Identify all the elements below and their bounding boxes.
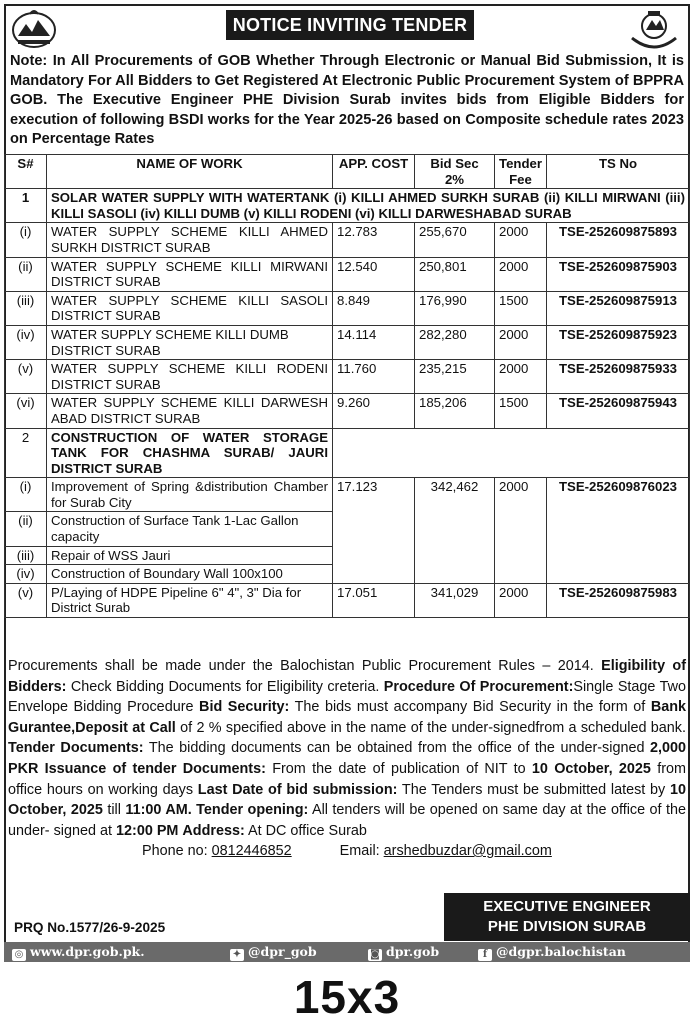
eligibility-text: Check Bidding Documents for Eligibility creteria. (70, 678, 380, 695)
row-ts: TSE-252609875913 (547, 291, 690, 325)
table-row (5, 583, 690, 617)
row-sn: (vi) (5, 394, 47, 428)
signatory-title: EXECUTIVE ENGINEER (483, 898, 651, 915)
row-bid: 235,215 (415, 360, 495, 394)
row-bid: 185,206 (415, 394, 495, 428)
header-bid-security: Bid Sec 2% (415, 155, 495, 189)
group-2-empty-cell (333, 428, 690, 478)
row-name: WATER SUPPLY SCHEME KILLI AHMED SURKH DISTRICT SURAB (47, 223, 333, 257)
row-sn: (iii) (5, 291, 47, 325)
merged-ts: TSE-252609876023 (547, 478, 690, 584)
header-name-of-work: NAME OF WORK (47, 155, 333, 189)
row-fee: 2000 (495, 583, 547, 617)
table-row (5, 223, 690, 257)
last-date-label: Last Date of bid submission: (197, 781, 398, 798)
row-bid: 250,801 (415, 257, 495, 291)
phone-label: Phone no: (142, 843, 208, 859)
row-name: WATER SUPPLY SCHEME KILLI RODENI DISTRICT SURAB (47, 360, 333, 394)
row-sn: (v) (5, 583, 47, 617)
footer-instagram[interactable] (368, 942, 439, 962)
bid-security-text: The bids must accompany Bid Security in the form of (294, 699, 646, 716)
row-fee: 2000 (495, 257, 547, 291)
bank-guarantee-text: Bank Gurantee,Deposit at Call (8, 699, 687, 736)
footer-website[interactable] (12, 942, 145, 962)
globe-icon: ◎ (12, 949, 26, 961)
table-row (5, 257, 690, 291)
row-name: WATER SUPPLY SCHEME KILLI DARWESH ABAD DISTRICT SURAB (47, 394, 333, 428)
header-tender-fee: Tender Fee (495, 155, 547, 189)
group-2-title-row (5, 428, 690, 478)
row-sn: (iv) (5, 565, 47, 584)
group-title: CONSTRUCTION OF WATER STORAGE TANK FOR CHASHMA SURAB/ JAURI DISTRICT SURAB (47, 428, 333, 478)
table-row (5, 478, 690, 512)
instagram-handle: dpr.gob (386, 944, 440, 959)
submission-date: 10 October, 2025 (8, 781, 686, 819)
page-title: NOTICE INVITING TENDER (226, 10, 474, 40)
issuance-period-text: From the date of publication of NIT to (272, 760, 526, 777)
row-sn: (i) (5, 223, 47, 257)
facebook-icon: f (478, 949, 492, 961)
submission-time: 11:00 AM (125, 802, 188, 819)
row-name: P/Laying of HDPE Pipeline 6" 4", 3" Dia for District Surab (47, 583, 333, 617)
twitter-icon: ✦ (230, 949, 244, 961)
group-sn: 1 (5, 189, 47, 223)
header-ts-no: TS No (547, 155, 690, 189)
row-cost: 11.760 (333, 360, 415, 394)
row-name: Construction of Boundary Wall 100x100 (47, 565, 333, 584)
eligibility-label: Eligibility of Bidders: (8, 658, 687, 695)
row-ts: TSE-252609875983 (547, 583, 690, 617)
ad-size-label: 15x3 (293, 971, 401, 1023)
works-table (4, 154, 690, 618)
bid-security-label: Bid Security: (199, 699, 290, 716)
row-name: Construction of Surface Tank 1-Lac Gallon capacity (47, 512, 333, 546)
footer-facebook[interactable] (478, 942, 626, 962)
email-label: Email: (339, 843, 380, 859)
table-row (5, 325, 690, 359)
row-fee: 2000 (495, 223, 547, 257)
issuance-fee-text: 2,000 PKR Issuance of tender Documents: (8, 740, 686, 777)
row-cost: 12.540 (333, 257, 415, 291)
row-ts: TSE-252609875923 (547, 325, 690, 359)
group-1-title-row (5, 189, 690, 223)
instagram-icon: ◙ (368, 949, 382, 961)
government-seal-icon (626, 8, 682, 52)
row-cost: 9.260 (333, 394, 415, 428)
row-name: Improvement of Spring &distribution Chamber for Surab City (47, 478, 333, 512)
prq-number: PRQ No.1577/26-9-2025 (14, 920, 166, 935)
row-sn: (iv) (5, 325, 47, 359)
row-sn: (iii) (5, 546, 47, 565)
mandatory-registration-note: Note: In All Procurements of GOB Whether Through Electronic or Manual Bid Submission, It is Mandatory For All Bidders to Get Registered At Electronic Public Procurement System of BPPRA GOB. The Executive Engineer PHE Division Surab invites bids from Eligible Bidders for execution of following BSDI works for the Year 2025-26 based on Composite schedule rates 2023 on Percentage Rates (10, 53, 684, 148)
opening-time: 12:00 PM (116, 822, 179, 839)
bid-security-text-2: of 2 % specified above in the name of the under-signedfrom a scheduled bank. (180, 719, 686, 736)
row-ts: TSE-252609875943 (547, 394, 690, 428)
group-title: SOLAR WATER SUPPLY WITH WATERTANK (i) KILLI AHMED SURKH SURAB (ii) KILLI MIRWANI (iii) KILLI SASOLI (iv) KILLI DUMB (v) KILLI RODENI (vi) KILLI DARWESHABAD SURAB (47, 189, 690, 223)
signatory-division: PHE DIVISION SURAB (487, 918, 647, 935)
table-row (5, 360, 690, 394)
footer-social-bar (4, 942, 690, 962)
group-sn: 2 (5, 428, 47, 478)
footer-twitter[interactable] (230, 942, 317, 962)
row-fee: 2000 (495, 360, 547, 394)
row-sn: (ii) (5, 257, 47, 291)
row-sn: (v) (5, 360, 47, 394)
row-sn: (i) (5, 478, 47, 512)
header (4, 4, 690, 48)
row-bid: 282,280 (415, 325, 495, 359)
row-cost: 12.783 (333, 223, 415, 257)
twitter-handle: @dpr_gob (248, 944, 317, 959)
tender-documents-label: Tender Documents: (8, 740, 144, 757)
merged-bid: 342,462 (415, 478, 495, 584)
row-bid: 341,029 (415, 583, 495, 617)
row-ts: TSE-252609875933 (547, 360, 690, 394)
header-sn: S# (5, 155, 47, 189)
email-link[interactable]: arshedbuzdar@gmail.com (383, 843, 552, 859)
row-bid: 176,990 (415, 291, 495, 325)
contact-line (142, 843, 552, 859)
procedure-text: Single Stage Two Envelope Bidding Procedure (8, 678, 686, 716)
row-cost: 8.849 (333, 291, 415, 325)
tender-opening-label: . Tender opening: (187, 802, 309, 819)
row-name: WATER SUPPLY SCHEME KILLI DUMB DISTRICT SURAB (47, 325, 333, 359)
tender-documents-text: The bidding documents can be obtained from the office of the under-signed (148, 740, 645, 757)
row-fee: 1500 (495, 291, 547, 325)
website-text: www.dpr.gob.pk. (30, 944, 145, 959)
row-bid: 255,670 (415, 223, 495, 257)
address-text: At DC office Surab (248, 822, 367, 839)
table-row (5, 291, 690, 325)
office-hours-text: from office hours on working days (8, 760, 687, 798)
signatory-box (444, 893, 690, 941)
procedure-label: Procedure Of Procurement: (383, 678, 574, 695)
table-header-row (5, 155, 690, 189)
row-name: WATER SUPPLY SCHEME KILLI MIRWANI DISTRICT SURAB (47, 257, 333, 291)
merged-fee: 2000 (495, 478, 547, 584)
rules-text: Procurements shall be made under the Balochistan Public Procurement Rules – 2014. (8, 658, 594, 674)
dpr-logo-icon (10, 6, 58, 50)
row-ts: TSE-252609875903 (547, 257, 690, 291)
phone-number[interactable]: 0812446852 (211, 843, 292, 859)
facebook-handle: @dgpr.balochistan (496, 944, 626, 959)
row-sn: (ii) (5, 512, 47, 546)
till-text: till (107, 802, 121, 819)
last-date-text: The Tenders must be submitted latest by (401, 781, 666, 798)
row-name: WATER SUPPLY SCHEME KILLI SASOLI DISTRICT SURAB (47, 291, 333, 325)
row-name: Repair of WSS Jauri (47, 546, 333, 565)
header-app-cost: APP. COST (333, 155, 415, 189)
row-cost: 17.051 (333, 583, 415, 617)
row-ts: TSE-252609875893 (547, 223, 690, 257)
tender-opening-text: All tenders will be opened on same day at the office of the under- signed at (8, 802, 687, 839)
table-row (5, 394, 690, 428)
row-fee: 1500 (495, 394, 547, 428)
merged-cost: 17.123 (333, 478, 415, 584)
address-label: Address: (182, 822, 245, 839)
issuance-end-date: 10 October, 2025 (531, 760, 651, 777)
procurement-details (8, 656, 686, 841)
row-cost: 14.114 (333, 325, 415, 359)
row-fee: 2000 (495, 325, 547, 359)
